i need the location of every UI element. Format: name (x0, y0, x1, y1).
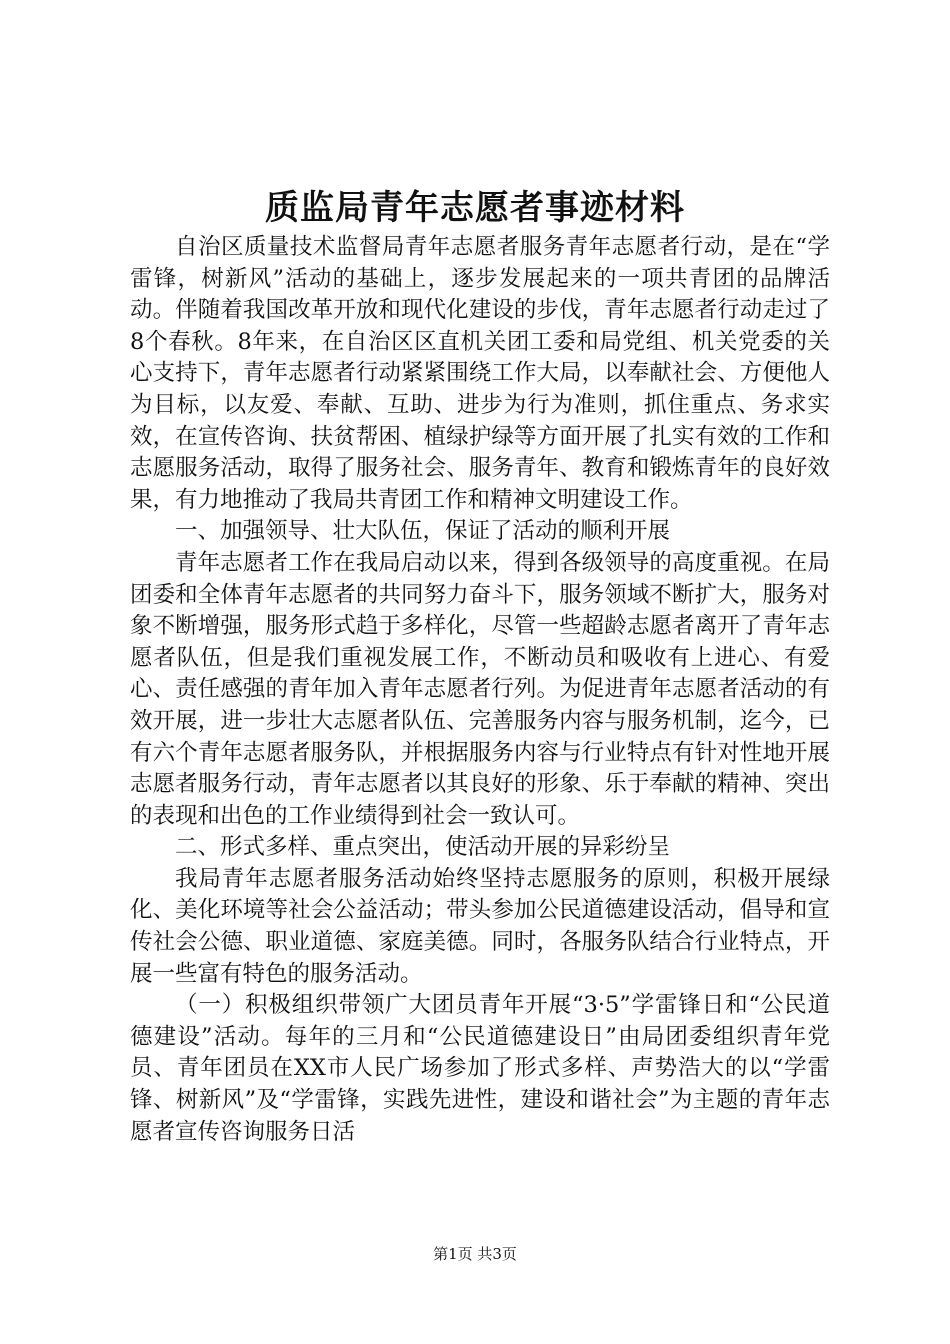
document-title: 质监局青年志愿者事迹材料 (265, 188, 685, 228)
section-heading-1: 一、加强领导、壮大队伍，保证了活动的顺利开展 (175, 518, 671, 545)
section-heading-2: 二、形式多样、重点突出，使活动开展的异彩纷呈 (175, 834, 671, 861)
page-footer: 第1页 共3页 (433, 1245, 517, 1263)
paragraph-section-2: 我局青年志愿者服务活动始终坚持志愿服务的原则，积极开展绿化、美化环境等社会公益活动；带头参加公民道德建设活动，倡导和宣传社会公德、职业道德、家庭美德。同时，各服务队结合行业特点，开展一些富有特色的服务活动。 (130, 865, 830, 987)
paragraph-intro: 自治区质量技术监督局青年志愿者服务青年志愿者行动，是在“学雷锋，树新风”活动的基础上，逐步发展起来的一项共青团的品牌活动。伴随着我国改革开放和现代化建设的步伐，青年志愿者行动走过了8个春秋。8年来，在自治区区直机关团工委和局党组、机关党委的关心支持下，青年志愿者行动紧紧围绕工作大局，以奉献社会、方便他人为目标，以友爱、奉献、互助、进步为行为准则，抓住重点、务求实效，在宣传咨询、扶贫帮困、植绿护绿等方面开展了扎实有效的工作和志愿服务活动，取得了服务社会、服务青年、教育和锻炼青年的良好效果，有力地推动了我局共青团工作和精神文明建设工作。 (130, 234, 830, 513)
paragraph-section-1: 青年志愿者工作在我局启动以来，得到各级领导的高度重视。在局团委和全体青年志愿者的共同努力奋斗下，服务领域不断扩大，服务对象不断增强，服务形式趋于多样化，尽管一些超龄志愿者离开了青年志愿者队伍，但是我们重视发展工作，不断动员和吸收有上进心、有爱心、责任感强的青年加入青年志愿者行列。为促进青年志愿者活动的有效开展，进一步壮大志愿者队伍、完善服务内容与服务机制，迄今，已有六个青年志愿者服务队，并根据服务内容与行业特点有针对性地开展志愿者服务行动，青年志愿者以其良好的形象、乐于奉献的精神、突出的表现和出色的工作业绩得到社会一致认可。 (130, 549, 830, 829)
document-body (130, 232, 830, 1148)
paragraph-subsection-1: （一）积极组织带领广大团员青年开展“3·5”学雷锋日和“公民道德建设”活动。每年的三月和“公民道德建设日”由局团委组织青年党员、青年团员在XX市人民广场参加了形式多样、声势浩大的以“学雷锋、树新风”及“学雷锋，实践先进性，建设和谐社会”为主题的青年志愿者宣传咨询服务日活 (130, 992, 830, 1145)
